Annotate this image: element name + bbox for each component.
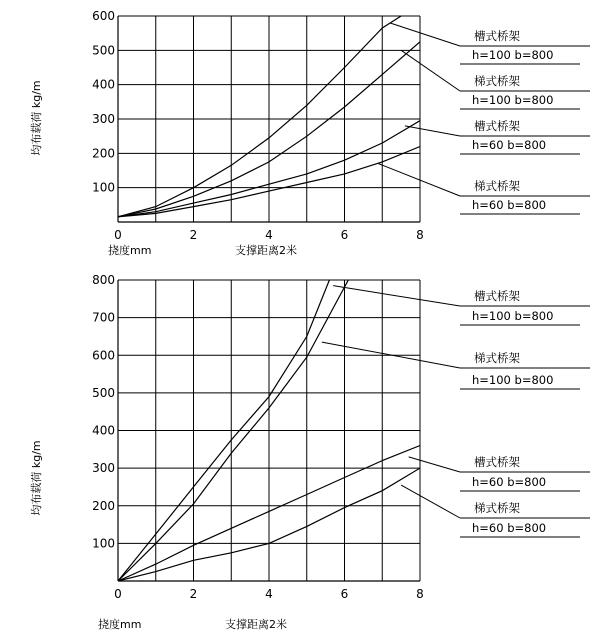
x-tick-label: 2 — [189, 587, 198, 601]
legend-label: h=100 b=800 — [472, 309, 554, 323]
y-tick-label: 200 — [92, 146, 115, 161]
x-tick-label: 4 — [265, 587, 273, 601]
legend-label: 槽式桥架 — [474, 119, 520, 133]
y-tick-label: 800 — [92, 273, 115, 287]
y-tick-label: 300 — [92, 461, 115, 476]
legend-leader-line — [390, 23, 460, 46]
y-tick-label: 500 — [92, 43, 115, 58]
legend-label: 梯式桥架 — [474, 74, 520, 88]
legend-leader-line — [333, 286, 460, 306]
y-axis-label: 均布载荷 kg/m — [30, 80, 43, 156]
x-tick-label: 6 — [340, 587, 349, 601]
legend-label: h=100 b=800 — [472, 93, 554, 107]
x-tick-label: 8 — [416, 228, 424, 242]
x-axis-label-deflection: 挠度mm — [108, 244, 152, 257]
x-tick-label: 0 — [114, 587, 122, 601]
legend-label: 槽式桥架 — [474, 455, 520, 469]
x-tick-label: 2 — [189, 228, 198, 242]
legend-label: 梯式桥架 — [474, 501, 520, 515]
y-tick-label: 100 — [92, 536, 115, 551]
legend-label: 梯式桥架 — [474, 179, 520, 193]
legend-label: h=60 b=800 — [472, 198, 547, 212]
y-tick-label: 700 — [92, 310, 115, 325]
legend-label: h=60 b=800 — [472, 521, 547, 535]
y-tick-label: 600 — [92, 9, 115, 23]
x-axis-label-span: 支撑距离2米 — [225, 618, 287, 631]
y-tick-label: 200 — [92, 498, 115, 513]
legend-label: 槽式桥架 — [474, 289, 520, 303]
legend-leader-line — [378, 164, 460, 196]
chart-bottom — [29, 273, 590, 631]
chart-top — [29, 9, 590, 257]
y-tick-label: 500 — [92, 385, 115, 400]
y-axis-label: 均布载荷 kg/m — [30, 440, 43, 516]
legend-label: h=100 b=800 — [472, 48, 554, 62]
legend-leader-line — [405, 126, 460, 136]
x-axis-label-deflection: 挠度mm — [98, 618, 142, 631]
y-tick-label: 400 — [92, 423, 115, 438]
legend-leader-line — [401, 485, 460, 518]
y-tick-label: 100 — [92, 180, 115, 195]
x-axis-label-span: 支撑距离2米 — [235, 244, 297, 257]
y-tick-label: 600 — [92, 348, 115, 363]
y-tick-label: 400 — [92, 77, 115, 92]
legend-label: h=100 b=800 — [472, 373, 554, 387]
legend-label: 梯式桥架 — [474, 351, 520, 365]
legend-label: h=60 b=800 — [472, 475, 547, 489]
x-tick-label: 8 — [416, 587, 424, 601]
y-tick-label: 300 — [92, 112, 115, 126]
x-tick-label: 4 — [265, 228, 273, 242]
legend-label: h=60 b=800 — [472, 138, 547, 152]
x-tick-label: 0 — [114, 228, 122, 242]
legend-label: 槽式桥架 — [474, 29, 520, 43]
x-tick-label: 6 — [340, 228, 349, 242]
